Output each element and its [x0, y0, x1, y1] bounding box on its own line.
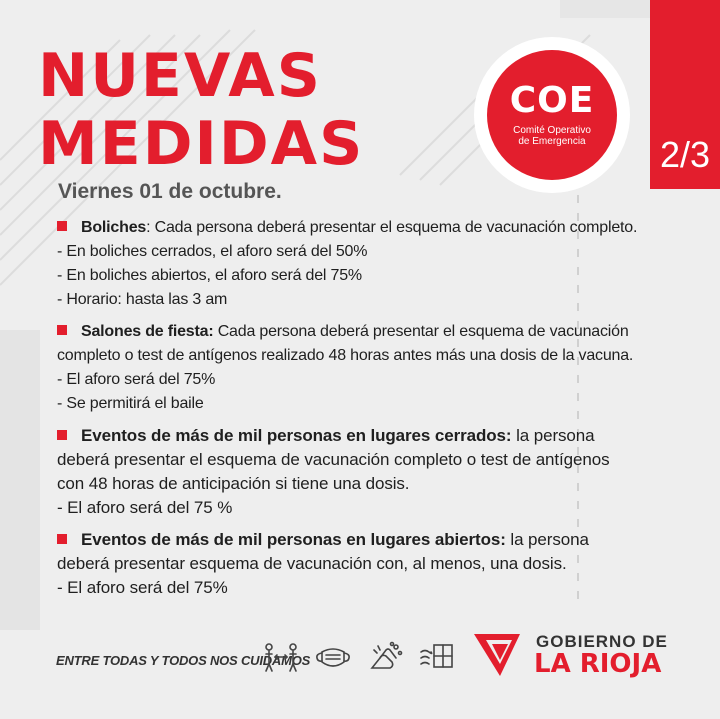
section-label: Eventos de más de mil personas en lugares cerrados:: [81, 426, 512, 445]
page-indicator-bar: [650, 0, 720, 189]
section-text: : Cada persona deberá presentar el esquema de vacunación completo.: [146, 219, 638, 236]
list-item: - El aforo será del 75 %: [57, 498, 233, 517]
slogan: ENTRE TODAS Y TODOS NOS CUIDAMOS: [56, 653, 311, 668]
gobierno-line-1: GOBIERNO DE: [536, 632, 668, 651]
coe-subtitle-2: de Emergencia: [518, 136, 586, 147]
list-item: - En boliches cerrados, el aforo será del 50%: [57, 243, 368, 260]
section-label: Eventos de más de mil personas en lugares abiertos:: [81, 530, 506, 549]
list-item: - Horario: hasta las 3 am: [57, 291, 228, 308]
measures-list: [57, 216, 677, 608]
ventilation-icon: [418, 640, 456, 674]
mask-icon: [314, 640, 352, 674]
section-text-line: completo o test de antígenos realizado 48 horas antes más una dosis de la vacuna.: [57, 347, 634, 364]
coe-name: COE: [509, 80, 595, 121]
section-text: Cada persona deberá presentar el esquema de vacunación: [213, 323, 629, 340]
section-heading: [57, 424, 677, 448]
coe-subtitle-1: Comité Operativo: [513, 125, 591, 136]
section-label: Salones de fiesta:: [81, 323, 214, 340]
list-item: - El aforo será del 75%: [57, 371, 216, 388]
section-heading: [57, 216, 677, 240]
section-heading: [57, 528, 677, 552]
handwash-icon: [366, 640, 404, 674]
title-line-2: MEDIDAS: [38, 109, 365, 179]
list-item: - En boliches abiertos, el aforo será del 75%: [57, 267, 362, 284]
gobierno-logo-icon: [472, 630, 532, 680]
section-eventos-abiertos: [57, 528, 677, 600]
section-salones: [57, 320, 677, 416]
distance-icon: [262, 640, 300, 674]
section-heading: [57, 320, 677, 344]
section-eventos-cerrados: [57, 424, 677, 520]
title-line-1: NUEVAS: [38, 41, 322, 111]
section-text: la persona: [511, 426, 595, 445]
section-label: Boliches: [81, 219, 147, 236]
bullet-square-icon: [57, 221, 67, 231]
bullet-square-icon: [57, 430, 67, 440]
coe-badge: [474, 37, 630, 193]
coe-logo: [487, 50, 617, 180]
bullet-square-icon: [57, 534, 67, 544]
section-text-line: deberá presentar el esquema de vacunación completo o test de antígenos: [57, 450, 610, 469]
page-indicator: 2/3: [659, 134, 711, 175]
list-item: - Se permitirá el baile: [57, 395, 204, 412]
date-line: Viernes 01 de octubre.: [58, 180, 282, 203]
bullet-square-icon: [57, 325, 67, 335]
list-item: - El aforo será del 75%: [57, 578, 228, 597]
gobierno-line-2: LA RIOJA: [534, 649, 662, 679]
section-text-line: deberá presentar esquema de vacunación con, al menos, una dosis.: [57, 554, 567, 573]
section-text-line: con 48 horas de anticipación si tiene una dosis.: [57, 474, 410, 493]
section-text: la persona: [505, 530, 589, 549]
section-boliches: [57, 216, 677, 312]
prevention-icons: [262, 640, 456, 674]
